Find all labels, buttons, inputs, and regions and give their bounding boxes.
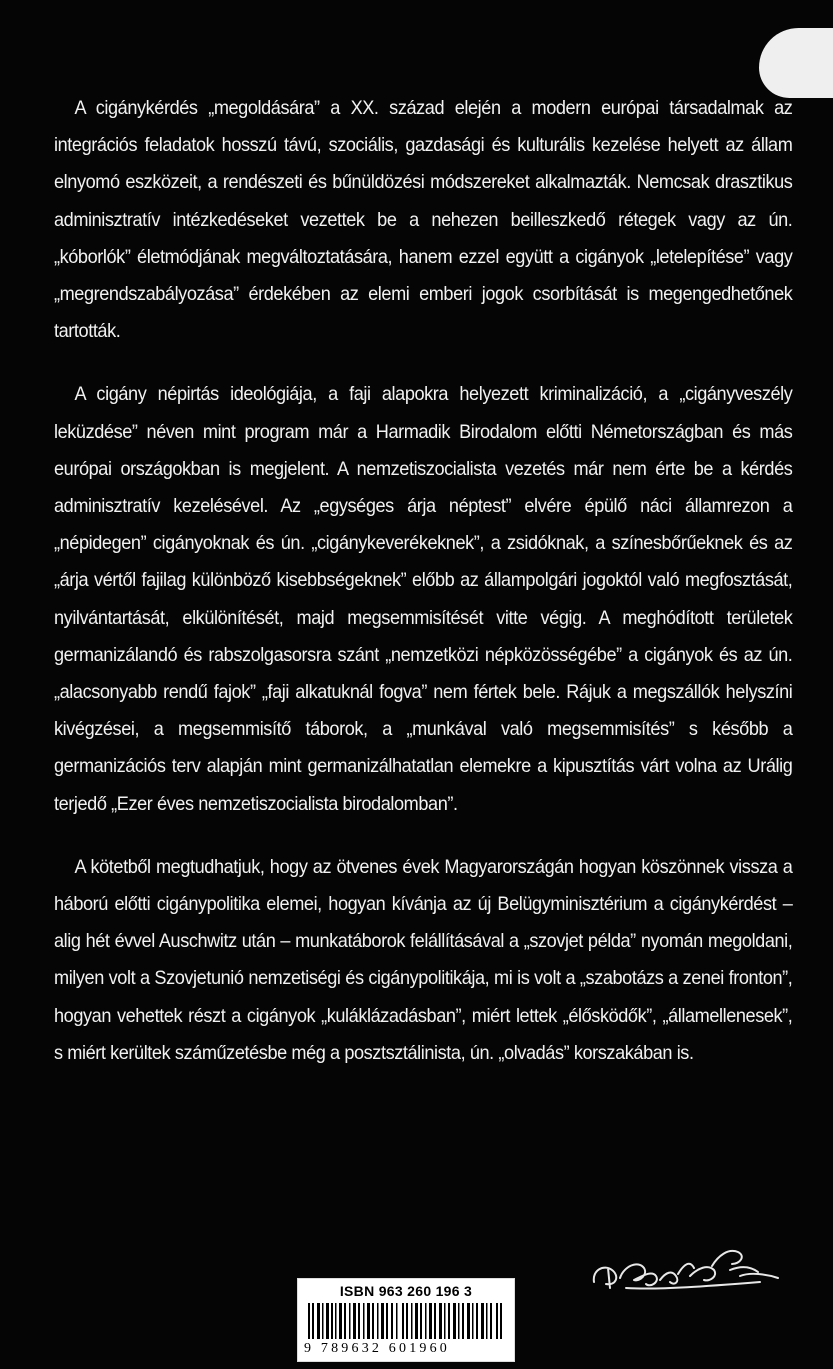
signature-image <box>590 1230 790 1300</box>
barcode-digits: 9 789632 601960 <box>304 1339 508 1359</box>
blurb-paragraph-3: A kötetből megtudhatjuk, hogy az ötvenes évek Magyarországán hogyan köszönnek vissza a háború előtti cigánypolitika elemei, hogyan kívánja az új Belügyminisztérium a cigánykérdést – alig hét évvel Auschwitz után – munkatáborok felállításával a „szovjet példa” nyomán megoldani, milyen volt a Szovjetunió nemzetiségi és cigánypolitikája, mi is volt a „szabotázs a zenei fronton”, hogyan vehettek részt a cigányok „kuláklázadásban”, miért lettek „élősködők”, „államellenesek”, s miért kerültek száműzetésbe még a posztsztálinista, ún. „olvadás” korszakában is. <box>54 855 793 1064</box>
blurb-paragraph-1: A cigánykérdés „megoldására” a XX. század elején a modern európai társadalmak az integrációs feladatok hosszú távú, szociális, gazdasági és kulturális kezelése helyett az állam elnyomó eszközeit, a rendészeti és bűnüldözési módszereket alkalmazták. Nemcsak drasztikus adminisztratív intézkedéseket vezettek be a nehezen beilleszkedő rétegek vagy az ún. „kóborlók” életmódjának megváltoztatására, hanem ezzel együtt a cigányok „letelepítése” vagy „megrendszabályozása” érdekében az elemi emberi jogok csorbítását is megengedhetőnek tartották. <box>54 97 793 343</box>
isbn-barcode-box <box>297 1278 515 1362</box>
blurb-paragraph-2: A cigány népirtás ideológiája, a faji alapokra helyezett kriminalizáció, a „cigányveszély leküzdése” néven mint program már a Harmadik Birodalom előtti Németországban és más európai országokban is megjelent. A nemzetiszocialista vezetés már nem érte be a kérdés adminisztratív kezelésével. Az „egységes árja néptest” elvére épülő náci államrezon a „népidegen” cigányoknak és ún. „cigánykeverékeknek”, a zsidóknak, a színesbőrűeknek és az „árja vértől fajilag különböző kisebbségeknek” előbb az állampolgári jogoktól való megfosztását, nyilvántartását, elkülönítését, majd megsemmisítését vitte végig. A meghódított területek germanizálandó és rabszolgasorsra szánt „nemzetközi népközösségébe” a cigányok és az ún. „alacsonyabb rendű fajok” „faji alkatuknál fogva” nem fértek bele. Rájuk a megszállók helyszíni kivégzései, a megsemmisítő táborok, a „munkával való megsemmisítés” s később a germanizációs terv alapján mint germanizálhatatlan elemekre a kipusztítás várt volna az Urálig terjedő „Ezer éves nemzetiszocialista birodalomban”. <box>54 383 793 815</box>
isbn-label: ISBN 963 260 196 3 <box>339 1283 473 1299</box>
paper-corner-scrap <box>759 28 833 98</box>
blurb-text <box>54 90 792 1098</box>
